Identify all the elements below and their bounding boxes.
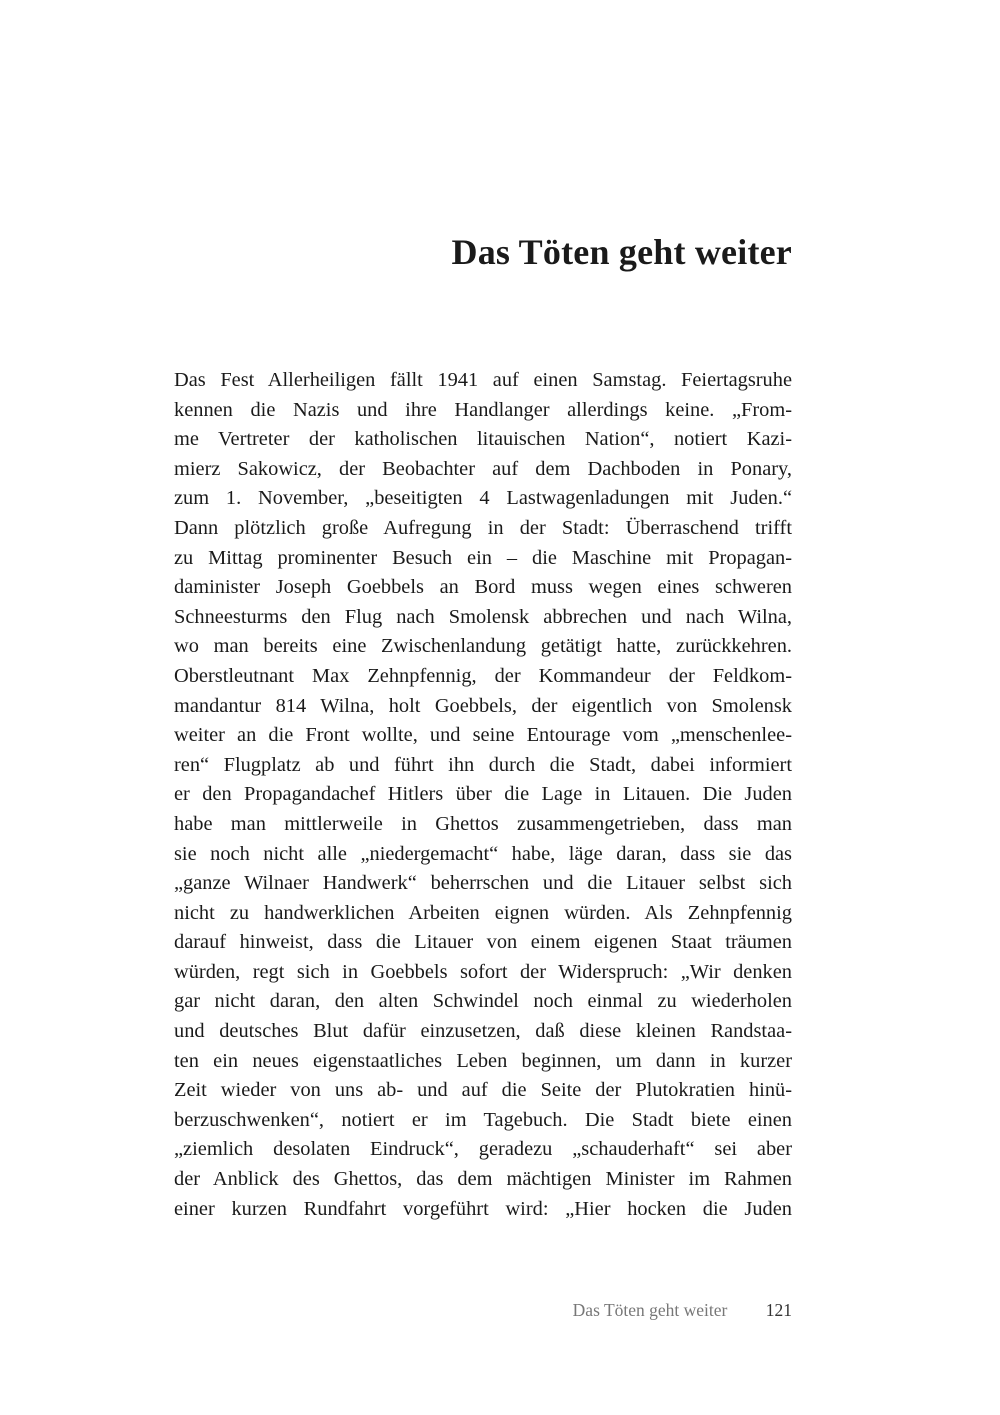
text-line: mandantur 814 Wilna, holt Goebbels, der eigentlich von Smolensk xyxy=(174,694,792,717)
text-line: kennen die Nazis und ihre Handlanger allerdings keine. „From- xyxy=(174,398,792,421)
text-line: und deutsches Blut dafür einzusetzen, daß diese kleinen Randstaa- xyxy=(174,1020,792,1043)
text-line: darauf hinweist, dass die Litauer von einem eigenen Staat träumen xyxy=(174,931,792,954)
text-line: wo man bereits eine Zwischenlandung getätigt hatte, zurückkehren. xyxy=(174,635,792,658)
text-line: gar nicht daran, den alten Schwindel noch einmal zu wiederholen xyxy=(174,990,792,1013)
text-line: ren“ Flugplatz ab und führt ihn durch die Stadt, dabei informiert xyxy=(174,753,792,776)
text-line: Das Fest Allerheiligen fällt 1941 auf einen Samstag. Feiertagsruhe xyxy=(174,369,792,391)
text-line: würden, regt sich in Goebbels sofort der Widerspruch: „Wir denken xyxy=(174,960,792,983)
text-line: der Anblick des Ghettos, das dem mächtigen Minister im Rahmen xyxy=(174,1168,792,1191)
text-line: einer kurzen Rundfahrt vorgeführt wird: „Hier hocken die Juden xyxy=(174,1197,792,1220)
body-text xyxy=(174,366,792,1224)
text-line: nicht zu handwerklichen Arbeiten eignen würden. Als Zehnpfennig xyxy=(174,901,792,924)
text-line: daminister Joseph Goebbels an Bord muss wegen eines schweren xyxy=(174,576,792,599)
text-line: Zeit wieder von uns ab- und auf die Seite der Plutokratien hinü- xyxy=(174,1079,792,1102)
text-line: sie noch nicht alle „niedergemacht“ habe, läge daran, dass sie das xyxy=(174,842,792,865)
text-line: Oberstleutnant Max Zehnpfennig, der Kommandeur der Feldkom- xyxy=(174,664,792,687)
text-line: weiter an die Front wollte, und seine Entourage vom „menschenlee- xyxy=(174,724,792,747)
text-line: habe man mittlerweile in Ghettos zusammengetrieben, dass man xyxy=(174,812,792,835)
text-line: Dann plötzlich große Aufregung in der Stadt: Überraschend trifft xyxy=(174,516,792,539)
text-line: er den Propagandachef Hitlers über die Lage in Litauen. Die Juden xyxy=(174,783,792,806)
running-title: Das Töten geht weiter xyxy=(572,1300,728,1320)
text-line: mierz Sakowicz, der Beobachter auf dem Dachboden in Ponary, xyxy=(174,457,792,480)
page-number: 121 xyxy=(765,1300,792,1320)
text-line: „ziemlich desolaten Eindruck“, geradezu „schauderhaft“ sei aber xyxy=(174,1138,792,1161)
text-line: zu Mittag prominenter Besuch ein – die Maschine mit Propagan- xyxy=(174,546,792,569)
text-line: Schneesturms den Flug nach Smolensk abbrechen und nach Wilna, xyxy=(174,605,792,628)
text-line: berzuschwenken“, notiert er im Tagebuch. Die Stadt biete einen xyxy=(174,1108,792,1131)
text-line: „ganze Wilnaer Handwerk“ beherrschen und die Litauer selbst sich xyxy=(174,872,792,895)
text-line: me Vertreter der katholischen litauischen Nation“, notiert Kazi- xyxy=(174,428,792,451)
running-footer xyxy=(573,1297,792,1323)
chapter-title: Das Töten geht weiter xyxy=(451,232,792,272)
text-line: ten ein neues eigenstaatliches Leben beginnen, um dann in kurzer xyxy=(174,1049,792,1072)
text-line: zum 1. November, „beseitigten 4 Lastwagenladungen mit Juden.“ xyxy=(174,487,792,510)
